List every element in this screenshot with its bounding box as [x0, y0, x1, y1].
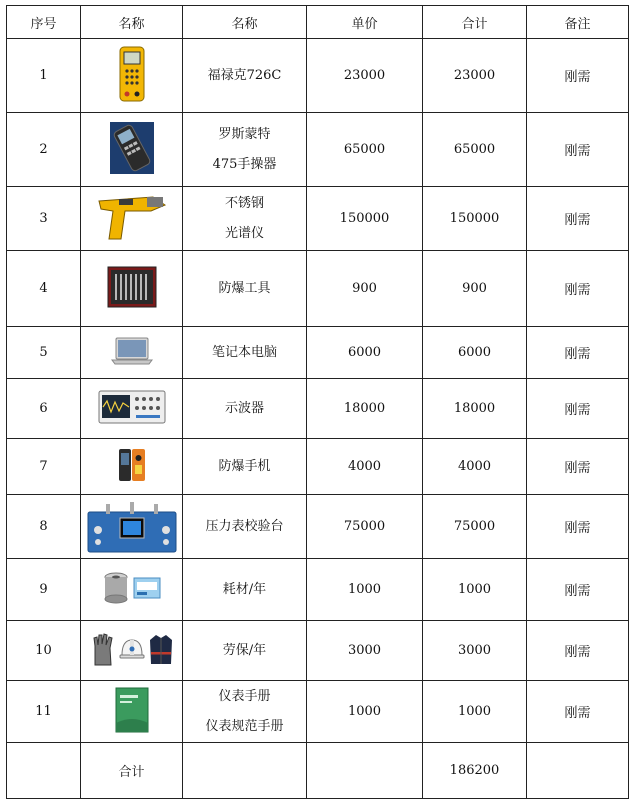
row-name-line: 475手操器	[212, 156, 277, 172]
item-picture	[103, 572, 161, 604]
row-name-line: 耗材/年	[222, 581, 267, 597]
row-name-line: 防爆工具	[218, 280, 271, 296]
total-row	[7, 743, 629, 799]
table-row	[7, 187, 629, 251]
row-total: 900	[423, 251, 527, 327]
row-remark: 刚需	[527, 379, 629, 439]
row-total: 23000	[423, 39, 527, 113]
row-unit-price: 150000	[307, 187, 423, 251]
row-name-line: 压力表校验台	[205, 518, 284, 534]
item-picture	[115, 687, 149, 733]
item-picture	[107, 266, 157, 308]
row-image	[81, 439, 183, 495]
row-unit-price: 6000	[307, 327, 423, 379]
row-name	[183, 379, 307, 439]
row-unit-price: 4000	[307, 439, 423, 495]
equipment-table	[6, 5, 629, 799]
table-row	[7, 327, 629, 379]
header-total: 合计	[423, 6, 527, 39]
total-value: 186200	[423, 743, 527, 799]
manual-book-icon	[115, 687, 149, 733]
row-index: 10	[7, 621, 81, 681]
tool-case-icon	[107, 266, 157, 308]
row-unit-price: 3000	[307, 621, 423, 681]
table-row	[7, 39, 629, 113]
header-unit-price: 单价	[307, 6, 423, 39]
table-row	[7, 621, 629, 681]
row-remark: 刚需	[527, 327, 629, 379]
table-row	[7, 559, 629, 621]
row-unit-price: 18000	[307, 379, 423, 439]
multimeter-icon	[119, 46, 145, 102]
row-name-line: 仪表手册	[218, 688, 271, 704]
row-total: 1000	[423, 559, 527, 621]
row-name	[183, 113, 307, 187]
table-row	[7, 113, 629, 187]
item-picture	[91, 632, 173, 666]
row-unit-price: 900	[307, 251, 423, 327]
row-remark: 刚需	[527, 439, 629, 495]
row-index: 4	[7, 251, 81, 327]
pressure-calibrator-icon	[86, 496, 178, 554]
row-name	[183, 439, 307, 495]
row-image	[81, 327, 183, 379]
work-jacket-icon	[149, 633, 173, 665]
row-name-line: 仪表规范手册	[205, 718, 284, 734]
row-total: 6000	[423, 327, 527, 379]
item-picture	[95, 191, 169, 243]
table-row	[7, 681, 629, 743]
solder-wire-icon	[103, 572, 129, 604]
row-total: 4000	[423, 439, 527, 495]
item-picture	[111, 336, 153, 366]
row-remark: 刚需	[527, 187, 629, 251]
header-name: 名称	[183, 6, 307, 39]
row-image	[81, 113, 183, 187]
total-row-price	[307, 743, 423, 799]
row-remark: 刚需	[527, 495, 629, 559]
row-unit-price: 75000	[307, 495, 423, 559]
row-unit-price: 1000	[307, 681, 423, 743]
table-row	[7, 495, 629, 559]
row-unit-price: 65000	[307, 113, 423, 187]
row-total: 3000	[423, 621, 527, 681]
row-remark: 刚需	[527, 559, 629, 621]
hard-hat-icon	[119, 635, 145, 663]
row-index: 2	[7, 113, 81, 187]
row-index: 9	[7, 559, 81, 621]
row-name	[183, 495, 307, 559]
table-row	[7, 439, 629, 495]
row-name-line: 光谱仪	[224, 225, 264, 241]
row-name-line: 笔记本电脑	[211, 344, 277, 360]
total-label: 合计	[81, 743, 183, 799]
row-index: 7	[7, 439, 81, 495]
row-remark: 刚需	[527, 39, 629, 113]
item-picture	[119, 46, 145, 102]
row-name	[183, 39, 307, 113]
header-remark: 备注	[527, 6, 629, 39]
row-index: 3	[7, 187, 81, 251]
header-row	[7, 6, 629, 39]
row-total: 1000	[423, 681, 527, 743]
row-name	[183, 681, 307, 743]
row-remark: 刚需	[527, 251, 629, 327]
oscilloscope-icon	[98, 390, 166, 424]
row-image	[81, 681, 183, 743]
row-image	[81, 187, 183, 251]
row-name	[183, 187, 307, 251]
row-index: 8	[7, 495, 81, 559]
handheld-communicator-icon	[110, 122, 154, 174]
row-name	[183, 559, 307, 621]
row-image	[81, 621, 183, 681]
row-name	[183, 251, 307, 327]
row-index: 11	[7, 681, 81, 743]
header-index: 序号	[7, 6, 81, 39]
total-row-name	[183, 743, 307, 799]
row-name	[183, 621, 307, 681]
table-row	[7, 379, 629, 439]
item-picture	[98, 390, 166, 424]
row-total: 18000	[423, 379, 527, 439]
header-image: 名称	[81, 6, 183, 39]
total-row-index	[7, 743, 81, 799]
row-remark: 刚需	[527, 621, 629, 681]
row-remark: 刚需	[527, 681, 629, 743]
table-row	[7, 251, 629, 327]
row-image	[81, 495, 183, 559]
spectrometer-gun-icon	[95, 191, 169, 243]
row-index: 1	[7, 39, 81, 113]
row-total: 65000	[423, 113, 527, 187]
row-name-line: 不锈钢	[224, 195, 264, 211]
row-name-line: 防爆手机	[218, 458, 271, 474]
row-remark: 刚需	[527, 113, 629, 187]
laptop-icon	[111, 336, 153, 366]
explosion-proof-phone-icon	[118, 448, 146, 482]
row-index: 6	[7, 379, 81, 439]
row-total: 75000	[423, 495, 527, 559]
row-unit-price: 1000	[307, 559, 423, 621]
row-name-line: 福禄克726C	[207, 67, 282, 83]
row-total: 150000	[423, 187, 527, 251]
row-name-line: 劳保/年	[222, 642, 267, 658]
gloves-icon	[91, 632, 115, 666]
row-image	[81, 379, 183, 439]
item-picture	[110, 122, 154, 174]
item-picture	[86, 496, 178, 554]
row-image	[81, 559, 183, 621]
row-name-line: 罗斯蒙特	[218, 126, 271, 142]
consumables-box-icon	[133, 576, 161, 600]
row-image	[81, 39, 183, 113]
row-index: 5	[7, 327, 81, 379]
row-name	[183, 327, 307, 379]
item-picture	[118, 448, 146, 482]
row-image	[81, 251, 183, 327]
row-name-line: 示波器	[224, 400, 264, 416]
row-unit-price: 23000	[307, 39, 423, 113]
total-row-remark	[527, 743, 629, 799]
